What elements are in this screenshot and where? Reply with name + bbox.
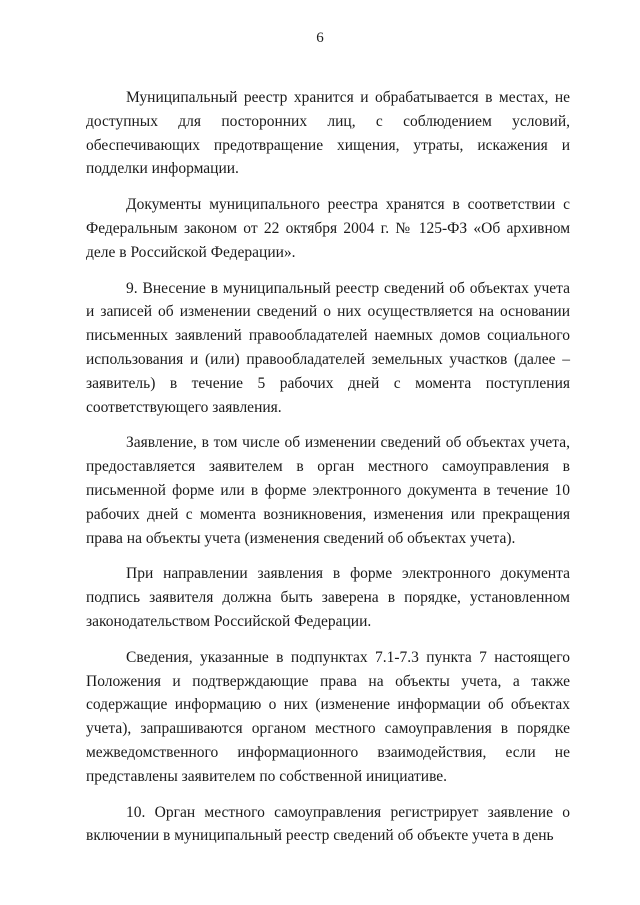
- paragraph-electronic-signature: При направлении заявления в форме электронного документа подпись заявителя должна быть заверена в порядке, установленном законодательством Российской Федерации.: [86, 565, 570, 630]
- paragraph-archive-law: Документы муниципального реестра хранятся в соответствии с Федеральным законом от 22 октября 2004 г. № 125-ФЗ «Об архивном деле в Российской Федерации».: [86, 196, 570, 261]
- paragraph-application: Заявление, в том числе об изменении сведений об объектах учета, предоставляется заявителем в орган местного самоуправления в письменной форме или в форме электронного документа в течение 10 рабочих дней с момента возникновения, изменения или прекращения права на объекты учета (изменения сведений об объектах учета).: [86, 434, 570, 547]
- page-number: 6: [316, 30, 324, 46]
- paragraph-interagency-request: Сведения, указанные в подпунктах 7.1-7.3 пункта 7 настоящего Положения и подтверждающие права на объекты учета, а также содержащие информацию о них (изменение информации об объектах учета), запрашиваются органом местного самоуправления в порядке межведомственного информационного взаимодействия, если не представлены заявителем по собственной инициативе.: [86, 648, 570, 785]
- document-body: [86, 86, 570, 848]
- paragraph-item-10: 10. Орган местного самоуправления регистрирует заявление о включении в муниципальный реестр сведений об объекте учета в день: [86, 803, 570, 845]
- paragraph-item-9: 9. Внесение в муниципальный реестр сведений об объектах учета и записей об изменении сведений о них осуществляется на основании письменных заявлений правообладателей наемных домов социального использования и (или) правообладателей земельных участков (далее – заявитель) в течение 5 рабочих дней с момента поступления соответствующего заявления.: [86, 279, 570, 416]
- paragraph-storage: Муниципальный реестр хранится и обрабатывается в местах, не доступных для посторонних лиц, с соблюдением условий, обеспечивающих предотвращение хищения, утраты, искажения и подделки информации.: [86, 89, 570, 178]
